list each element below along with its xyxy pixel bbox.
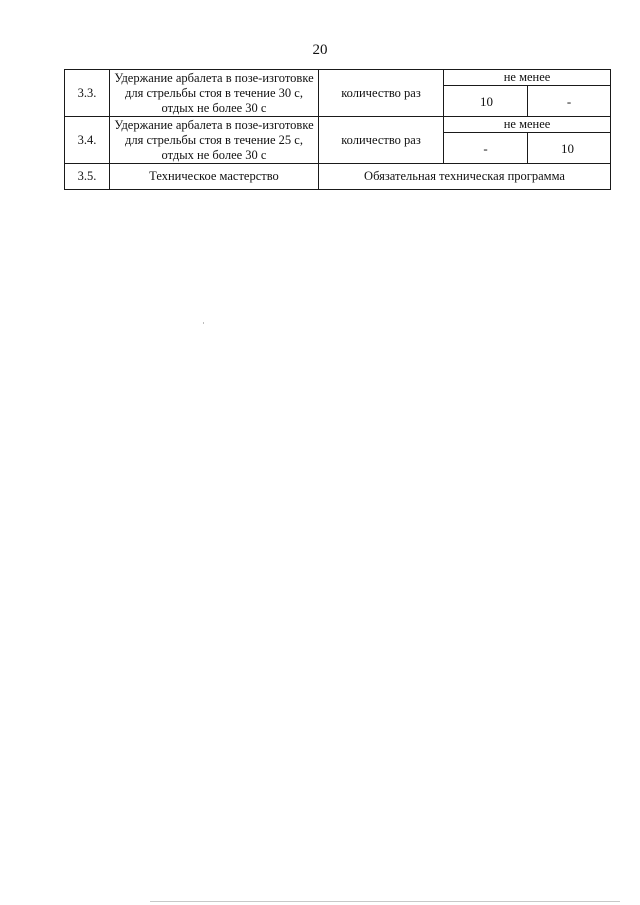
- scan-speck: [203, 322, 204, 324]
- norm-header: не менее: [444, 117, 611, 133]
- row-number: 3.3.: [65, 70, 110, 117]
- norm-value-left: -: [444, 133, 528, 164]
- standards-table: [64, 69, 611, 190]
- row-number: 3.4.: [65, 117, 110, 164]
- unit-cell: количество раз: [319, 70, 444, 117]
- row-number: 3.5.: [65, 164, 110, 190]
- exercise-name: Техническое мастерство: [110, 164, 319, 190]
- exercise-name: Удержание арбалета в позе-изготовке для стрельбы стоя в течение 25 с, отдых не более 30 с: [110, 117, 319, 164]
- program-cell: Обязательная техническая программа: [319, 164, 611, 190]
- unit-cell: количество раз: [319, 117, 444, 164]
- table-row: [65, 117, 611, 133]
- table-row: [65, 70, 611, 86]
- norm-value-right: 10: [528, 133, 611, 164]
- norm-value-left: 10: [444, 86, 528, 117]
- page-number: 20: [312, 42, 328, 58]
- scan-edge-line: [150, 901, 620, 902]
- norm-value-right: -: [528, 86, 611, 117]
- norm-header: не менее: [444, 70, 611, 86]
- table-row: [65, 164, 611, 190]
- exercise-name: Удержание арбалета в позе-изготовке для стрельбы стоя в течение 30 с, отдых не более 30 с: [110, 70, 319, 117]
